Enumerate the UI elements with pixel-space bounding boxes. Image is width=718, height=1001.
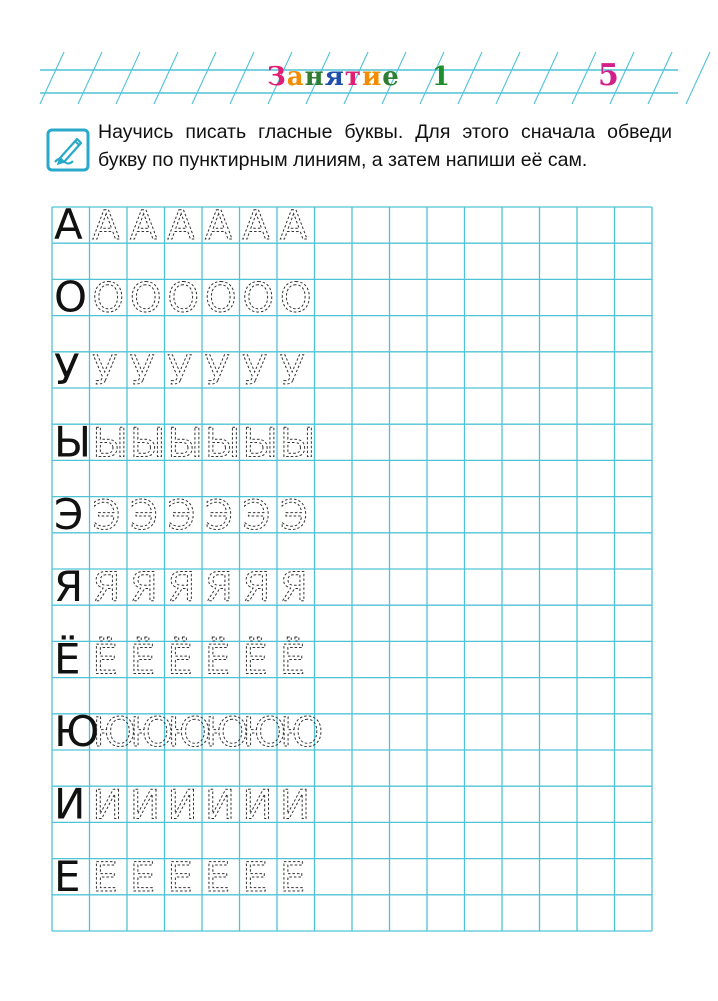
traced-letter: Ю xyxy=(167,710,211,756)
letter-row xyxy=(54,779,310,828)
traced-letter: И xyxy=(167,782,198,829)
letter-row xyxy=(54,707,323,756)
letter-row xyxy=(54,490,308,539)
letter-row xyxy=(54,562,308,611)
model-letter: О xyxy=(54,272,88,322)
model-letter: Я xyxy=(54,562,84,612)
traced-letter: О xyxy=(280,275,312,322)
traced-letter: Ю xyxy=(205,710,249,756)
traced-letter: Э xyxy=(242,492,271,539)
traced-letter: А xyxy=(242,203,270,250)
traced-letter: О xyxy=(130,275,162,322)
traced-letter: Е xyxy=(92,854,118,901)
traced-letter: О xyxy=(205,275,237,322)
traced-letter: А xyxy=(92,203,120,250)
traced-letter: И xyxy=(280,782,310,829)
traced-letter: У xyxy=(280,348,305,394)
traced-letter: Э xyxy=(280,492,308,539)
model-letter: Э xyxy=(54,489,84,539)
traced-letter: Ы xyxy=(130,420,166,467)
traced-letter: Е xyxy=(167,854,193,901)
model-letter: И xyxy=(54,779,86,829)
traced-letter: А xyxy=(130,203,158,250)
traced-letter: Ю xyxy=(130,710,174,756)
traced-letter: Ё xyxy=(280,637,306,684)
traced-letter: О xyxy=(167,275,199,322)
letter-row xyxy=(54,345,304,394)
traced-letter: Я xyxy=(205,565,233,612)
traced-letter: Ё xyxy=(242,637,268,684)
traced-letter: А xyxy=(280,203,308,250)
letter-row xyxy=(54,634,305,684)
traced-letter: Э xyxy=(205,492,233,539)
traced-letter: О xyxy=(242,275,274,322)
traced-letter: У xyxy=(205,348,230,394)
model-letter: Ю xyxy=(54,707,100,756)
traced-letter: О xyxy=(92,275,124,322)
traced-letter: У xyxy=(130,348,155,394)
traced-letter: Ы xyxy=(280,420,316,467)
traced-letter: Ё xyxy=(205,637,231,684)
letter-row xyxy=(54,273,311,322)
lesson-word: Занятие xyxy=(267,62,400,92)
lesson-number: 1 xyxy=(431,62,451,92)
traced-letter: Я xyxy=(92,565,121,612)
page-number: 5 xyxy=(598,58,619,93)
traced-letter: Э xyxy=(130,492,158,539)
traced-letter: Е xyxy=(205,854,231,901)
traced-letter: И xyxy=(130,782,160,829)
traced-letter: А xyxy=(167,203,195,250)
traced-letter: У xyxy=(242,348,267,394)
model-letter: У xyxy=(54,345,80,394)
traced-letter: Е xyxy=(280,854,306,901)
traced-letter: Ы xyxy=(205,420,241,467)
letter-row xyxy=(54,852,305,901)
traced-letter: Е xyxy=(130,854,156,901)
traced-letter: Ё xyxy=(130,637,156,684)
model-letter: Е xyxy=(54,851,81,901)
traced-letter: И xyxy=(92,782,123,829)
traced-letter: У xyxy=(167,348,192,394)
traced-letter: Е xyxy=(242,854,268,901)
model-letter: Ё xyxy=(54,634,81,684)
traced-letter: Я xyxy=(167,565,196,612)
traced-letter: Э xyxy=(92,492,121,539)
traced-letter: У xyxy=(92,348,117,394)
traced-letter: Э xyxy=(167,492,196,539)
traced-letter: Я xyxy=(280,565,308,612)
traced-letter: Ё xyxy=(167,637,193,684)
traced-letter: Ё xyxy=(92,637,118,684)
traced-letter: Я xyxy=(242,565,271,612)
task-instruction: Научись писать гласные буквы. Для этого сначала обведи букву по пунктирным линиям, а затем напиши её сам. xyxy=(98,121,672,171)
traced-letter: Ы xyxy=(242,420,278,467)
traced-letter: Ю xyxy=(242,710,286,756)
traced-letter: Ы xyxy=(167,420,203,467)
traced-letter: Я xyxy=(130,565,158,612)
traced-letter: И xyxy=(242,782,273,829)
model-letter: Ы xyxy=(54,417,92,467)
traced-letter: Ю xyxy=(280,710,324,756)
model-letter: А xyxy=(54,200,83,250)
traced-letter: Ю xyxy=(92,710,136,756)
letter-row xyxy=(54,417,315,466)
traced-letter: А xyxy=(205,203,233,250)
traced-letter: И xyxy=(205,782,235,829)
traced-letter: Ы xyxy=(92,420,128,467)
